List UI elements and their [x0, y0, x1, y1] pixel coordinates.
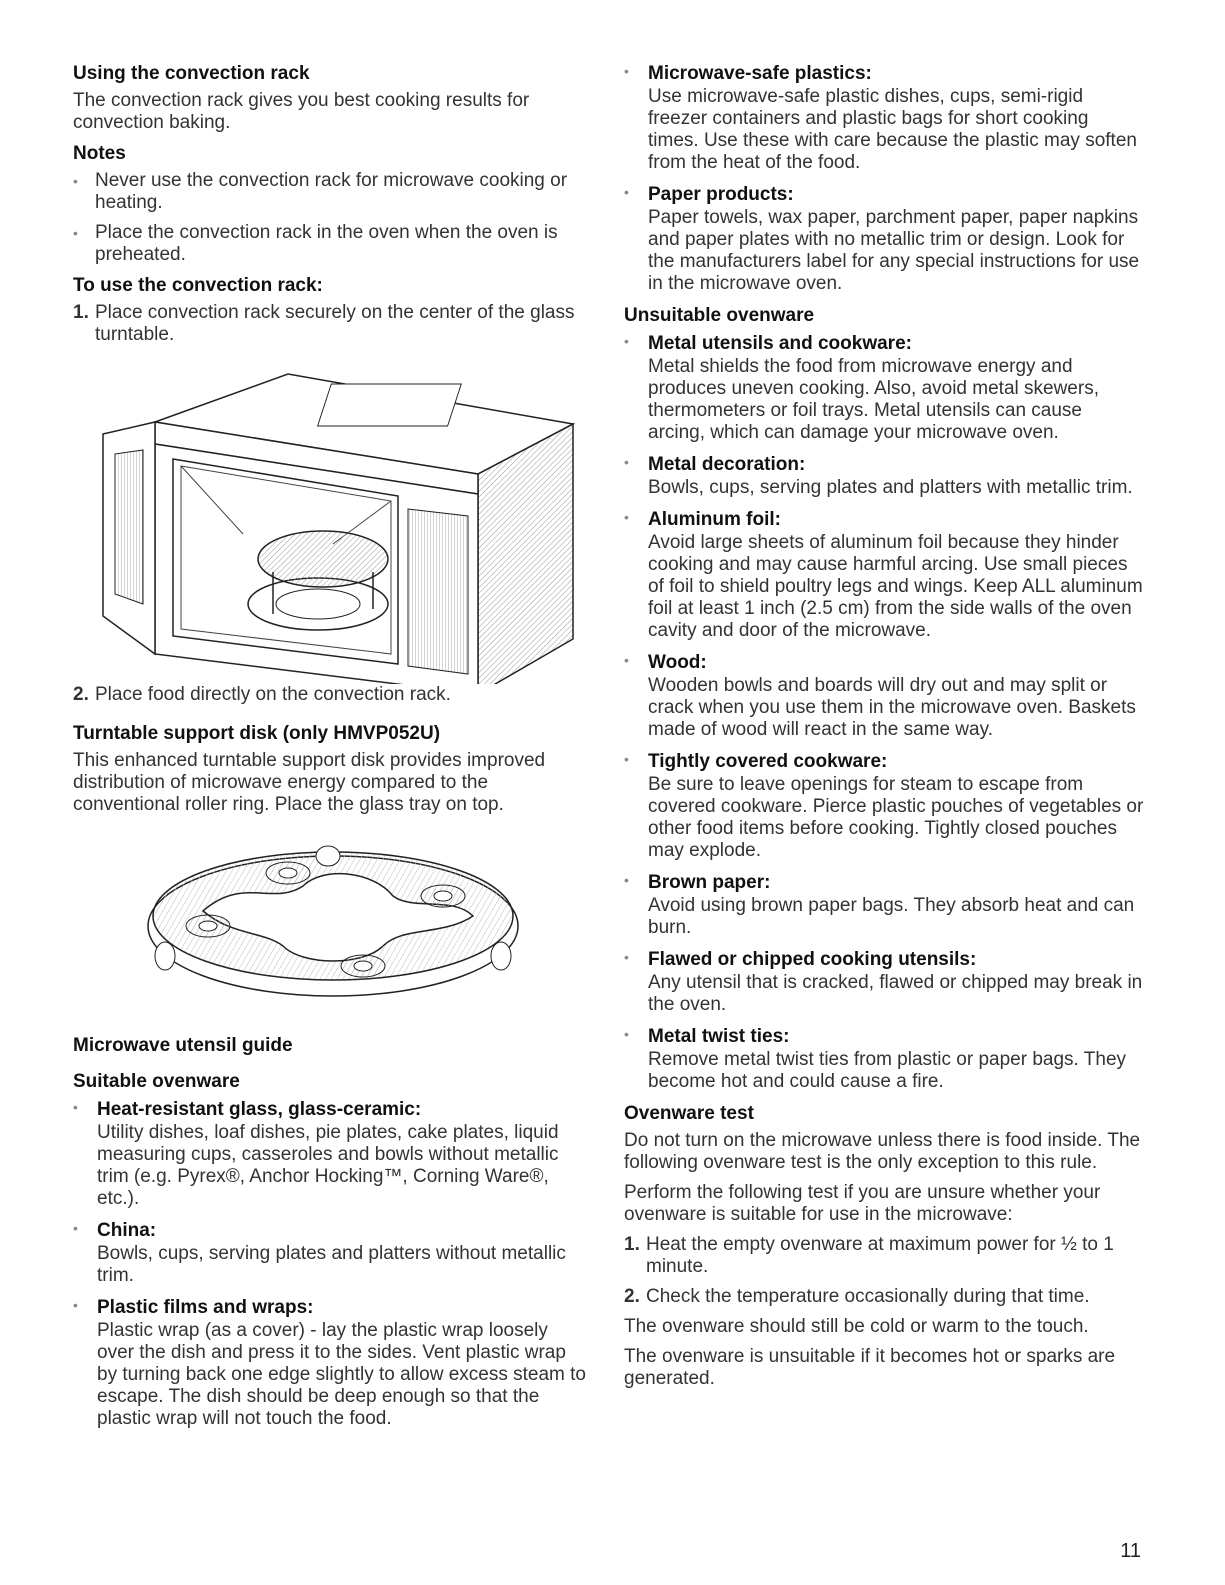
- note-item: • Place the convection rack in the oven when the oven is preheated.: [73, 222, 588, 266]
- step-number: 2.: [624, 1286, 640, 1307]
- step-text: Check the temperature occasionally during that time.: [646, 1286, 1090, 1307]
- step-number: 1.: [624, 1234, 640, 1255]
- test-intro: Do not turn on the microwave unless there is food inside. The following ovenware test is the only exception to this rule.: [624, 1130, 1141, 1173]
- turntable-disk-illustration: [73, 816, 588, 1026]
- item-label: • Heat-resistant glass, glass-ceramic:: [97, 1099, 422, 1120]
- step-text: Place food directly on the convection rack.: [95, 684, 451, 705]
- test-steps: [624, 1234, 1144, 1308]
- item-text: Paper towels, wax paper, parchment paper, paper napkins and paper plates with no metallic trim or design. Look for the manufacturers label for any special instructions for use in the microwave oven.: [648, 207, 1140, 294]
- rack-steps-cont: [73, 684, 588, 706]
- step-item: [624, 1286, 1144, 1308]
- right-column: [624, 62, 1144, 1390]
- howto-heading: To use the convection rack:: [73, 275, 323, 296]
- item-label: • Metal utensils and cookware:: [648, 333, 912, 354]
- suitable-item: [624, 183, 1144, 295]
- step-number: 1.: [73, 302, 89, 323]
- disk-text: This enhanced turntable support disk provides improved distribution of microwave energy compared to the conventional roller ring. Place the glass tray on top.: [73, 750, 546, 815]
- unsuitable-item: [624, 750, 1144, 862]
- notes-list: [73, 170, 588, 266]
- test-instruction: Perform the following test if you are unsure whether your ovenware is suitable for use in the microwave:: [624, 1182, 1101, 1225]
- rack-steps: [73, 302, 588, 346]
- item-text: Metal shields the food from microwave energy and produces uneven cooking. Also, avoid metal skewers, thermometers or foil trays. Metal utensils can cause arcing, which can damage your microwave oven.: [648, 356, 1099, 443]
- disk-heading: Turntable support disk (only HMVP052U): [73, 723, 441, 744]
- item-label: • Microwave-safe plastics:: [648, 63, 872, 84]
- item-text: Avoid large sheets of aluminum foil because they hinder cooking and may cause harmful arcing. Use small pieces of foil to shield poultry legs and wings. Keep ALL aluminum foil at least 1 inch (2.5 cm) from the side walls of the oven cavity and door of the microwave.: [648, 532, 1143, 641]
- test-result-bad: The ovenware is unsuitable if it becomes hot or sparks are generated.: [624, 1346, 1116, 1389]
- unsuitable-item: [624, 948, 1144, 1016]
- item-text: Bowls, cups, serving plates and platters without metallic trim.: [97, 1243, 566, 1286]
- suitable-list-cont: [624, 62, 1144, 295]
- item-text: Use microwave-safe plastic dishes, cups, semi-rigid freezer containers and plastic bags for short cooking times. Use these with care because the plastic may soften from the heat of the food.: [648, 86, 1137, 173]
- suitable-item: [73, 1219, 588, 1287]
- step-item: [73, 684, 588, 706]
- item-text: Remove metal twist ties from plastic or paper bags. They become hot and could cause a fire.: [648, 1049, 1127, 1092]
- rack-intro: The convection rack gives you best cooking results for convection baking.: [73, 90, 530, 133]
- unsuitable-item: [624, 1025, 1144, 1093]
- notes-heading: Notes: [73, 143, 126, 164]
- unsuitable-item: [624, 453, 1144, 499]
- unsuitable-item: [624, 871, 1144, 939]
- item-text: Avoid using brown paper bags. They absorb heat and can burn.: [648, 895, 1135, 938]
- item-label: • Metal twist ties:: [648, 1026, 790, 1047]
- item-label: • Aluminum foil:: [648, 509, 781, 530]
- unsuitable-heading: Unsuitable ovenware: [624, 305, 815, 326]
- item-label: • Tightly covered cookware:: [648, 751, 888, 772]
- unsuitable-list: [624, 332, 1144, 1093]
- item-text: Utility dishes, loaf dishes, pie plates, cake plates, liquid measuring cups, casseroles and bowls without metallic trim (e.g. Pyrex®, Anchor Hocking™, Corning Ware®, etc.).: [97, 1122, 559, 1209]
- guide-heading: Microwave utensil guide: [73, 1035, 293, 1056]
- suitable-heading: Suitable ovenware: [73, 1071, 240, 1092]
- microwave-illustration: [73, 354, 588, 684]
- item-text: Any utensil that is cracked, flawed or chipped may break in the oven.: [648, 972, 1143, 1015]
- step-text: Place convection rack securely on the center of the glass turntable.: [95, 302, 575, 345]
- suitable-item: [624, 62, 1144, 174]
- item-label: • Brown paper:: [648, 872, 771, 893]
- item-label: • Paper products:: [648, 184, 794, 205]
- item-text: Wooden bowls and boards will dry out and may split or crack when you use them in the microwave oven. Baskets made of wood will react in the same way.: [648, 675, 1136, 740]
- item-text: Plastic wrap (as a cover) - lay the plastic wrap loosely over the dish and press it to the sides. Vent plastic wrap by turning back one edge slightly to allow excess steam to escape. The dish should be deep enough so that the plastic wrap will not touch the food.: [97, 1320, 586, 1429]
- rack-heading: Using the convection rack: [73, 63, 310, 84]
- suitable-item: [73, 1098, 588, 1210]
- item-label: • Metal decoration:: [648, 454, 806, 475]
- step-item: [73, 302, 588, 346]
- step-number: 2.: [73, 684, 89, 705]
- suitable-item: [73, 1296, 588, 1430]
- test-heading: Ovenware test: [624, 1103, 754, 1124]
- item-label: • Flawed or chipped cooking utensils:: [648, 949, 977, 970]
- left-column: [73, 62, 588, 1439]
- item-text: Be sure to leave openings for steam to escape from covered cookware. Pierce plastic pouches of vegetables or other food items before cooking. Tightly closed pouches may explode.: [648, 774, 1144, 861]
- step-item: [624, 1234, 1144, 1278]
- item-label: • Wood:: [648, 652, 707, 673]
- page-number: 11: [1120, 1540, 1141, 1562]
- item-label: • Plastic films and wraps:: [97, 1297, 314, 1318]
- item-text: Bowls, cups, serving plates and platters with metallic trim.: [648, 477, 1133, 498]
- test-result-ok: The ovenware should still be cold or warm to the touch.: [624, 1316, 1089, 1337]
- unsuitable-item: [624, 651, 1144, 741]
- step-text: Heat the empty ovenware at maximum power for ½ to 1 minute.: [646, 1234, 1114, 1277]
- suitable-list: [73, 1098, 588, 1430]
- unsuitable-item: [624, 332, 1144, 444]
- note-item: • Never use the convection rack for microwave cooking or heating.: [73, 170, 588, 214]
- item-label: • China:: [97, 1220, 157, 1241]
- unsuitable-item: [624, 508, 1144, 642]
